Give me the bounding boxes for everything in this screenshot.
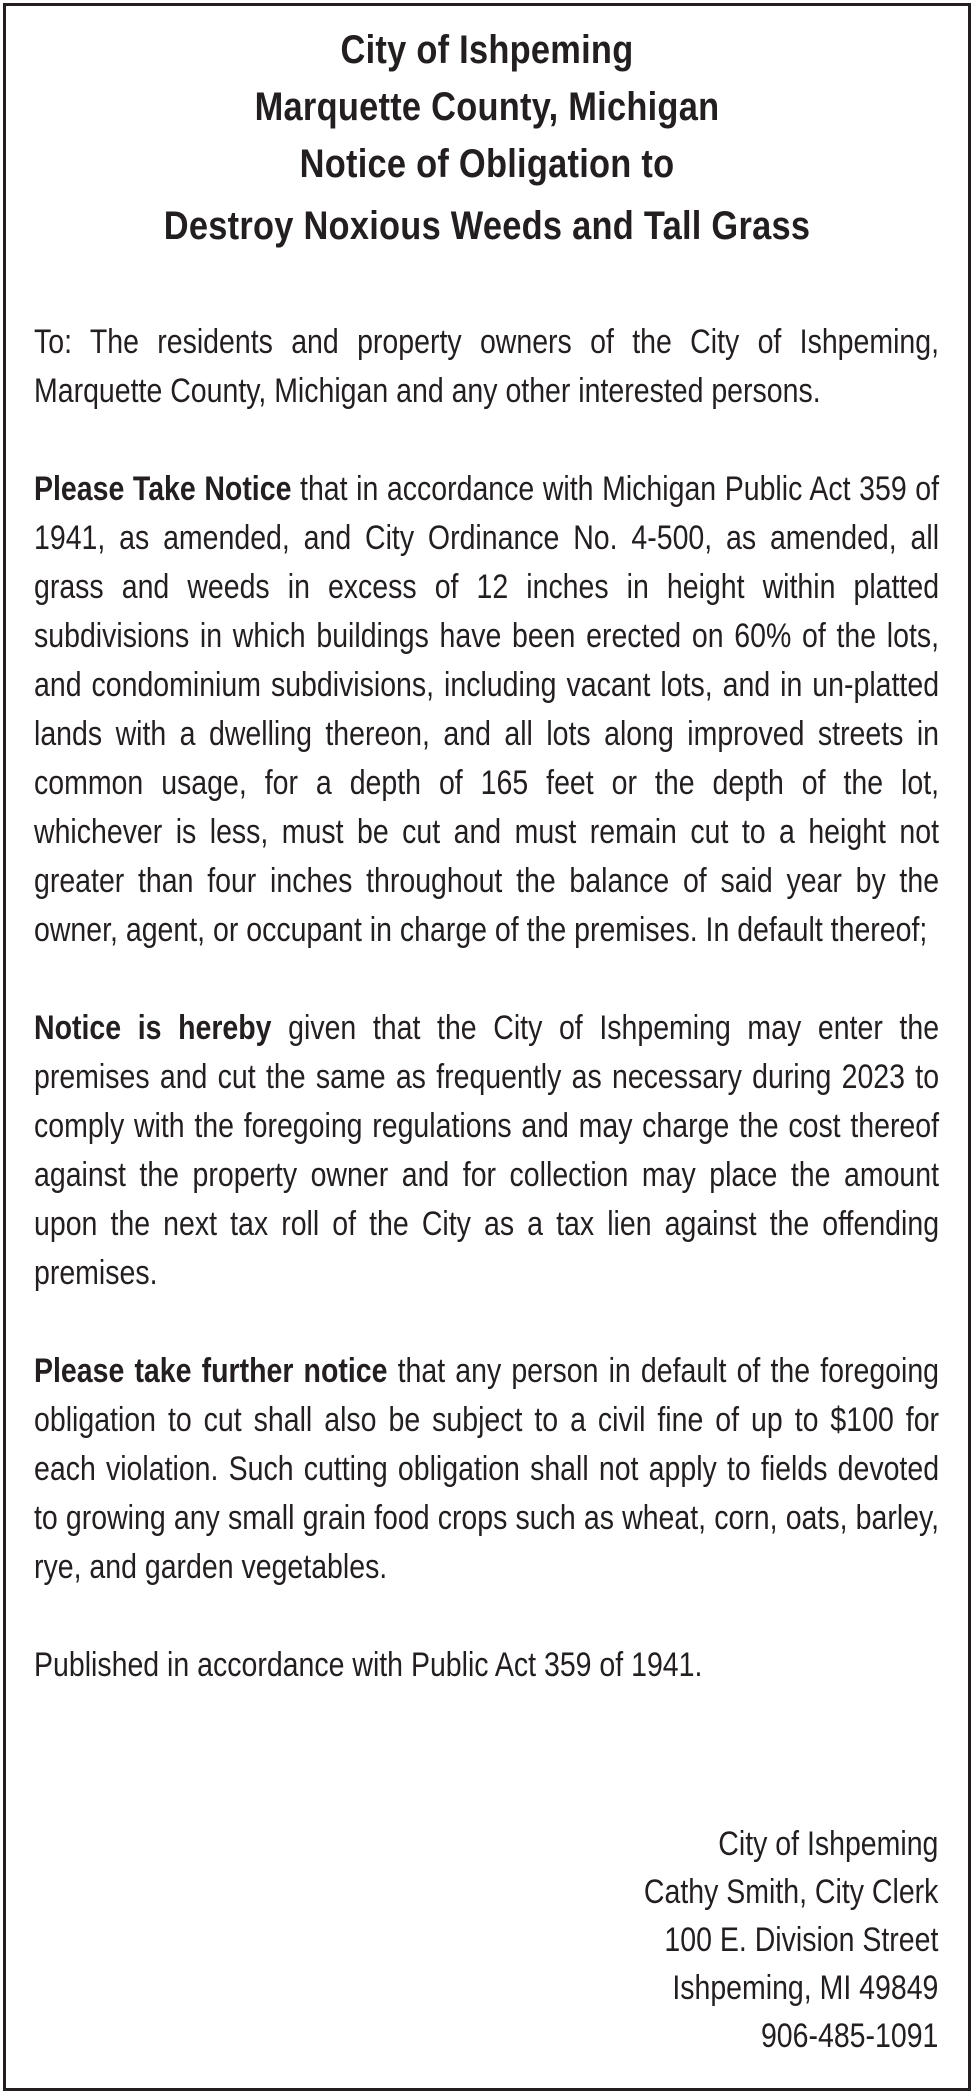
signature-city-state-zip: Ishpeming, MI 49849	[671, 1969, 938, 2007]
paragraph-text: that in accordance with Michigan Public Act 359 of 1941, as amended, and City Ordinance No. 4-500, as amended, all grass and weeds in excess of 12 inches in height within platted subdivisions in which buildings have been erected on 60% of the lots, and condominium subdivisions, including vacant lots, and in un-platted lands with a dwelling thereon, and all lots along improved streets in common usage, for a depth of 165 feet or the depth of the lot, whichever is less, must be cut and must remain cut to a height not greater than four inches throughout the balance of said year by the owner, agent, or occupant in charge of the premises. In default thereof;	[34, 470, 940, 949]
paragraph-take-notice	[34, 465, 939, 955]
salutation: To: The residents and property owners of the City of Ishpeming, Marquette County, Michigan and any other interested persons.	[34, 323, 940, 410]
paragraph-notice-hereby	[34, 1004, 939, 1298]
signature-block	[644, 1820, 938, 2060]
paragraph-text: given that the City of Ishpeming may enter the premises and cut the same as frequently as necessary during 2023 to comply with the foregoing regulations and may charge the cost thereof against the property owner and for collection may place the amount upon the next tax roll of the City as a tax lien against the offending premises.	[34, 1009, 940, 1292]
signature-phone: 906-485-1091	[760, 2017, 938, 2055]
header-notice-title: Notice of Obligation to	[299, 142, 675, 186]
public-notice	[3, 3, 971, 2091]
signature-street: 100 E. Division Street	[664, 1921, 938, 1959]
paragraph-text: that any person in default of the foregoing obligation to cut shall also be subject to a civil fine of up to $100 for each violation. Such cutting obligation shall not apply to fields devoted to growing any small grain food crops such as wheat, corn, oats, barley, rye, and garden vegetables.	[34, 1352, 940, 1586]
paragraph-lead: Notice is hereby	[34, 1009, 272, 1047]
header-notice-subject: Destroy Noxious Weeds and Tall Grass	[163, 204, 811, 248]
notice-body	[34, 318, 939, 1690]
signature-clerk: Cathy Smith, City Clerk	[643, 1873, 938, 1911]
paragraph-further-notice	[34, 1347, 939, 1592]
header-county: Marquette County, Michigan	[254, 85, 720, 129]
paragraph-lead: Please take further notice	[34, 1352, 388, 1390]
paragraph-lead: Please Take Notice	[34, 470, 292, 508]
notice-header	[6, 22, 968, 259]
signature-city: City of Ishpeming	[717, 1825, 938, 1863]
published-statement: Published in accordance with Public Act 359 of 1941.	[34, 1646, 703, 1684]
header-city: City of Ishpeming	[340, 28, 634, 72]
